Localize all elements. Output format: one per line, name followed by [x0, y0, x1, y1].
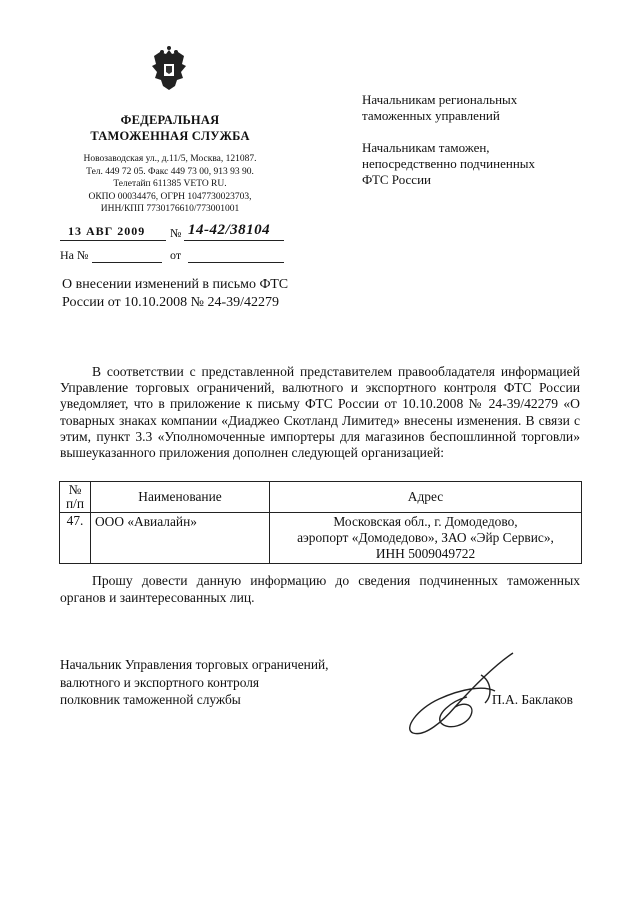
cell-name: ООО «Авиалайн»: [91, 513, 270, 564]
registration-block: [60, 224, 282, 266]
col-header-num: № п/п: [60, 482, 91, 513]
cell-address: Московская обл., г. Домодедово, аэропорт «Домодедово», ЗАО «Эйр Сервис», ИНН 5009049722: [270, 513, 582, 564]
letter-number: 14-42/38104: [188, 222, 271, 238]
address-line: ОКПО 00034476, ОГРН 1047730023703,: [88, 191, 252, 202]
recipient-group: Начальникам региональных таможенных управлений: [362, 92, 518, 123]
signatory-name: П.А. Баклаков: [492, 692, 573, 707]
organization-name: [60, 112, 280, 144]
ref-label: На №: [60, 248, 89, 262]
recipient-group: Начальникам таможен, непосредственно подчиненных ФТС России: [362, 140, 536, 187]
address-line: Тел. 449 72 05. Факс 449 73 00, 913 93 90.: [86, 166, 254, 177]
letter-body: [60, 364, 580, 461]
recipients-block: [362, 92, 602, 204]
address-line: Новозаводская ул., д.11/5, Москва, 121087.: [83, 154, 257, 164]
closing-paragraph: Прошу довести данную информацию до сведения подчиненных таможенных органов и заинтересованных лиц.: [60, 573, 580, 605]
ref-from-label: от: [170, 248, 182, 262]
double-headed-eagle-icon: [148, 46, 190, 94]
organizations-table: [59, 481, 582, 564]
body-paragraph: В соответствии с представленной представителем правообладателя информацией Управление торговых ограничений, валютного и экспортного контроля ФТС России уведомляет, что в приложение к письму ФТС России от 10.10.2008 № 24-39/42279 «О товарных знаках компании «Диаджео Скотланд Лимитед» внесены изменения. В связи с этим, пункт 3.3 «Уполномоченные импортеры для магазинов беспошлинной торговли» вышеуказанного приложения дополнен следующей организацией:: [60, 364, 580, 461]
signatory-title: Начальник Управления торговых ограничений, валютного и экспортного контроля полковник таможенной службы: [60, 657, 329, 707]
address-line: Телетайп 611385 VETO RU.: [113, 179, 227, 189]
col-header-name: Наименование: [91, 482, 270, 513]
org-line-2: ТАМОЖЕННАЯ СЛУЖБА: [90, 129, 250, 143]
org-line-1: ФЕДЕРАЛЬНАЯ: [120, 113, 220, 127]
address-line: ИНН/КПП 7730176610/773001001: [100, 204, 240, 214]
organization-address: [60, 153, 280, 216]
cell-num: 47.: [60, 513, 91, 564]
table-header-row: [60, 482, 582, 513]
letter-subject: О внесении изменений в письмо ФТС России от 10.10.2008 № 24-39/42279: [62, 277, 289, 310]
table-row: [60, 513, 582, 564]
letter-date: 13 АВГ 2009: [68, 224, 146, 238]
col-header-address: Адрес: [270, 482, 582, 513]
number-sign: №: [170, 226, 182, 240]
